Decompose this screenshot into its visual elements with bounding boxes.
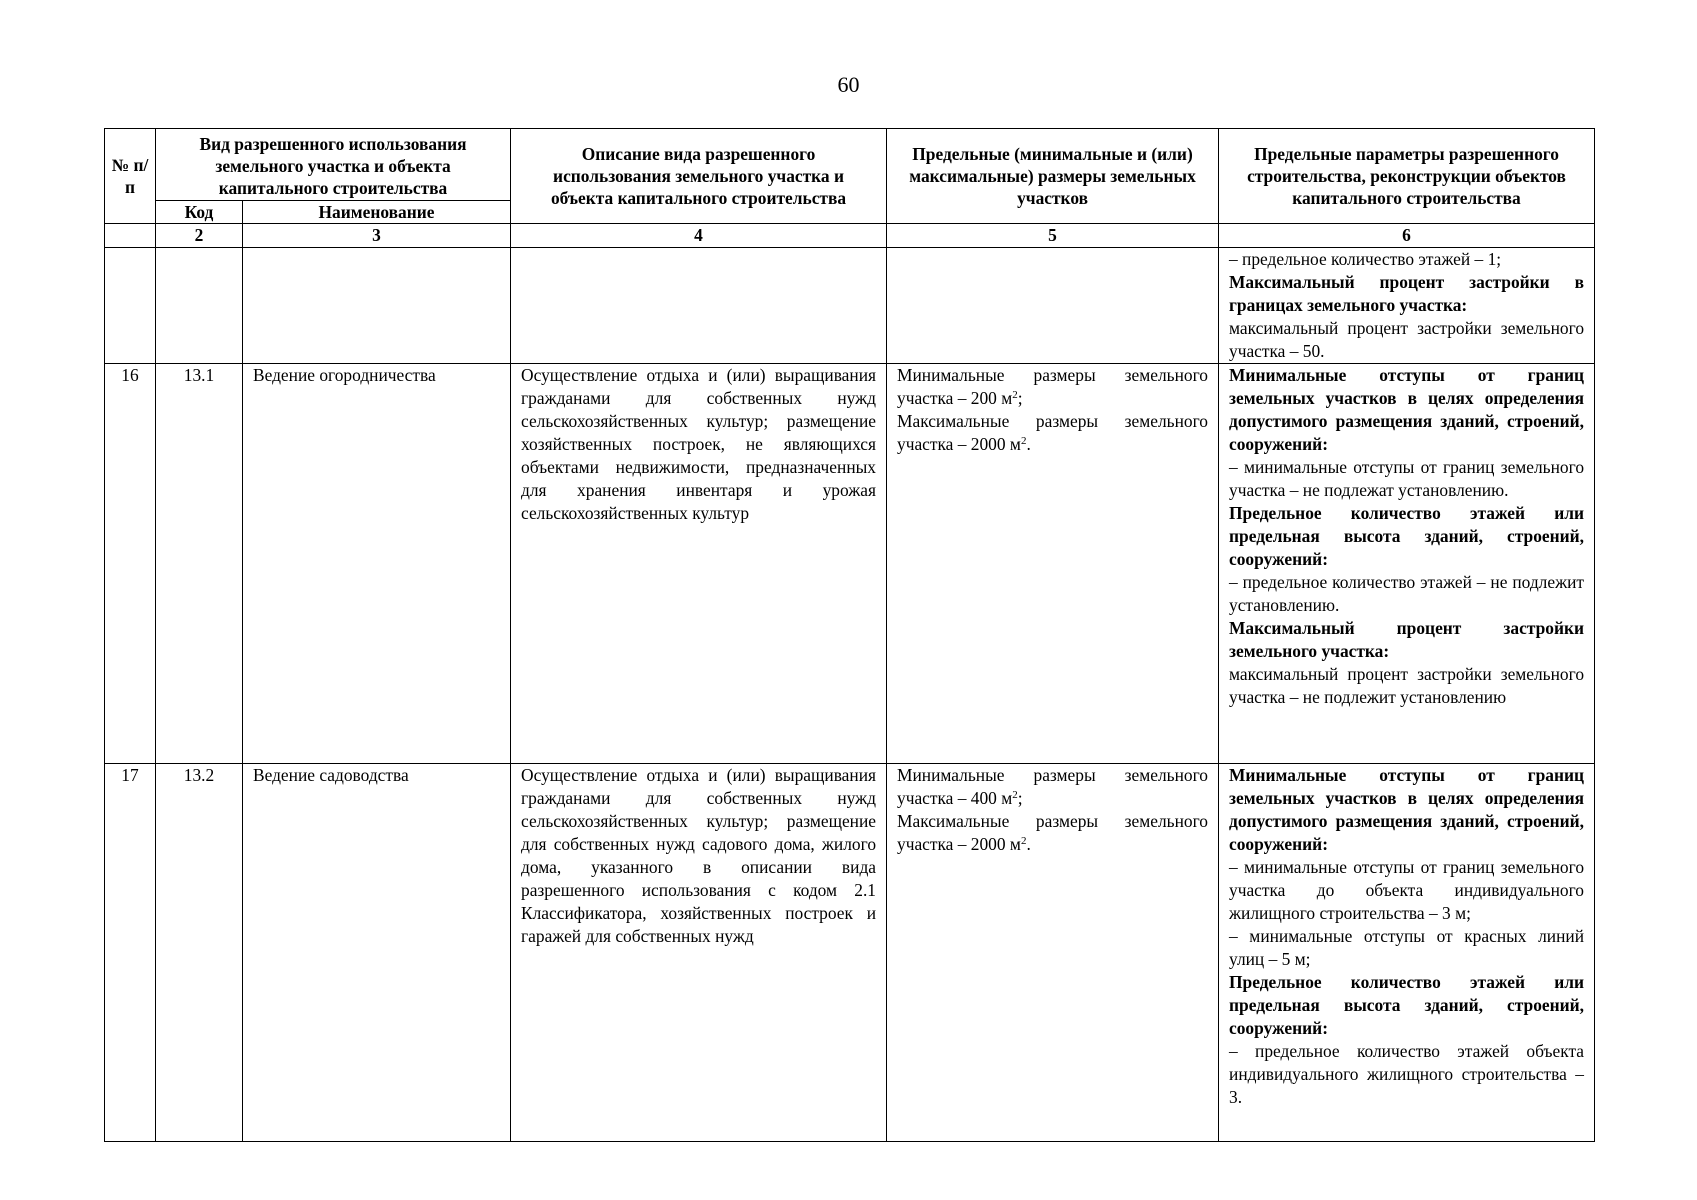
- column-numbers-row: [105, 224, 1595, 248]
- header-params: Предельные параметры разрешенного строительства, реконструкции объектов капитального строительства: [1219, 129, 1595, 224]
- params-cell: [1219, 248, 1595, 364]
- row-code: 13.1: [156, 364, 243, 764]
- size-min-tail: ;: [1017, 388, 1023, 408]
- col-number: 3: [243, 224, 511, 248]
- size-max-sup: 2: [1020, 835, 1027, 847]
- row-number: 16: [105, 364, 156, 764]
- row-sizes: [887, 764, 1219, 1142]
- row-params: [1219, 364, 1595, 764]
- col-number: 6: [1219, 224, 1595, 248]
- row-name: Ведение огородничества: [243, 364, 511, 764]
- row-params: [1219, 764, 1595, 1142]
- param-heading: Минимальные отступы от границ земельных участков в целях определения допустимого размещения зданий, строений, сооружений:: [1229, 765, 1585, 854]
- size-max-text: Максимальные размеры земельного участка – 2000 м: [897, 411, 1209, 454]
- row-name: Ведение садоводства: [243, 764, 511, 1142]
- size-max-text: Максимальные размеры земельного участка – 2000 м: [897, 811, 1209, 854]
- table-row: [105, 364, 1595, 764]
- header-sizes: Предельные (минимальные и (или) максимальные) размеры земельных участков: [887, 129, 1219, 224]
- param-heading: Максимальный процент застройки в границах земельного участка:: [1229, 272, 1585, 315]
- param-line: – минимальные отступы от красных линий улиц – 5 м;: [1229, 926, 1585, 969]
- col-number: 2: [156, 224, 243, 248]
- param-line: – предельное количество этажей объекта индивидуального жилищного строительства – 3.: [1229, 1041, 1585, 1107]
- zoning-table: [104, 128, 1595, 1142]
- col-number: 4: [511, 224, 887, 248]
- size-min-text: Минимальные размеры земельного участка – 400 м: [897, 765, 1209, 808]
- size-min-sup: 2: [1012, 389, 1018, 401]
- size-max-tail: .: [1026, 434, 1031, 454]
- param-heading: Предельное количество этажей или предельная высота зданий, строений, сооружений:: [1229, 503, 1585, 569]
- table-row: [105, 764, 1595, 1142]
- table-row-continuation: [105, 248, 1595, 364]
- param-line: максимальный процент застройки земельного участка – 50.: [1229, 318, 1585, 361]
- row-sizes: [887, 364, 1219, 764]
- size-max-sup: 2: [1020, 435, 1027, 447]
- col-number: 5: [887, 224, 1219, 248]
- row-description: Осуществление отдыха и (или) выращивания гражданами для собственных нужд сельскохозяйственных культур; размещение для собственных нужд садового дома, жилого дома, указанного в описании вида разрешенного использования с кодом 2.1 Классификатора, хозяйственных построек и гаражей для собственных нужд: [511, 764, 887, 1142]
- param-line: – предельное количество этажей – 1;: [1229, 249, 1502, 269]
- param-line: – предельное количество этажей – не подлежит установлению.: [1229, 572, 1585, 615]
- page-number: 60: [837, 72, 860, 97]
- header-code: Код: [156, 201, 243, 224]
- row-code: 13.2: [156, 764, 243, 1142]
- size-min-tail: ;: [1017, 788, 1023, 808]
- size-min-sup: 2: [1012, 789, 1018, 801]
- size-min-text: Минимальные размеры земельного участка – 200 м: [897, 365, 1209, 408]
- param-heading: Максимальный процент застройки земельного участка:: [1229, 618, 1585, 661]
- col-number: [105, 224, 156, 248]
- row-number: 17: [105, 764, 156, 1142]
- param-heading: Предельное количество этажей или предельная высота зданий, строений, сооружений:: [1229, 972, 1585, 1038]
- param-heading: Минимальные отступы от границ земельных участков в целях определения допустимого размещения зданий, строений, сооружений:: [1229, 365, 1585, 454]
- header-vri: Вид разрешенного использования земельного участка и объекта капитального строительства: [156, 129, 511, 201]
- header-desc: Описание вида разрешенного использования земельного участка и объекта капитального строительства: [511, 129, 887, 224]
- param-line: – минимальные отступы от границ земельного участка до объекта индивидуального жилищного строительства – 3 м;: [1229, 857, 1585, 923]
- param-line: – минимальные отступы от границ земельного участка – не подлежат установлению.: [1229, 457, 1585, 500]
- header-num: № п/п: [105, 129, 156, 224]
- header-name: Наименование: [243, 201, 511, 224]
- param-line: максимальный процент застройки земельного участка – не подлежит установлению: [1229, 664, 1585, 707]
- size-max-tail: .: [1026, 834, 1031, 854]
- row-description: Осуществление отдыха и (или) выращивания гражданами для собственных нужд сельскохозяйственных культур; размещение хозяйственных построек, не являющихся объектами недвижимости, предназначенных для хранения инвентаря и урожая сельскохозяйственных культур: [511, 364, 887, 764]
